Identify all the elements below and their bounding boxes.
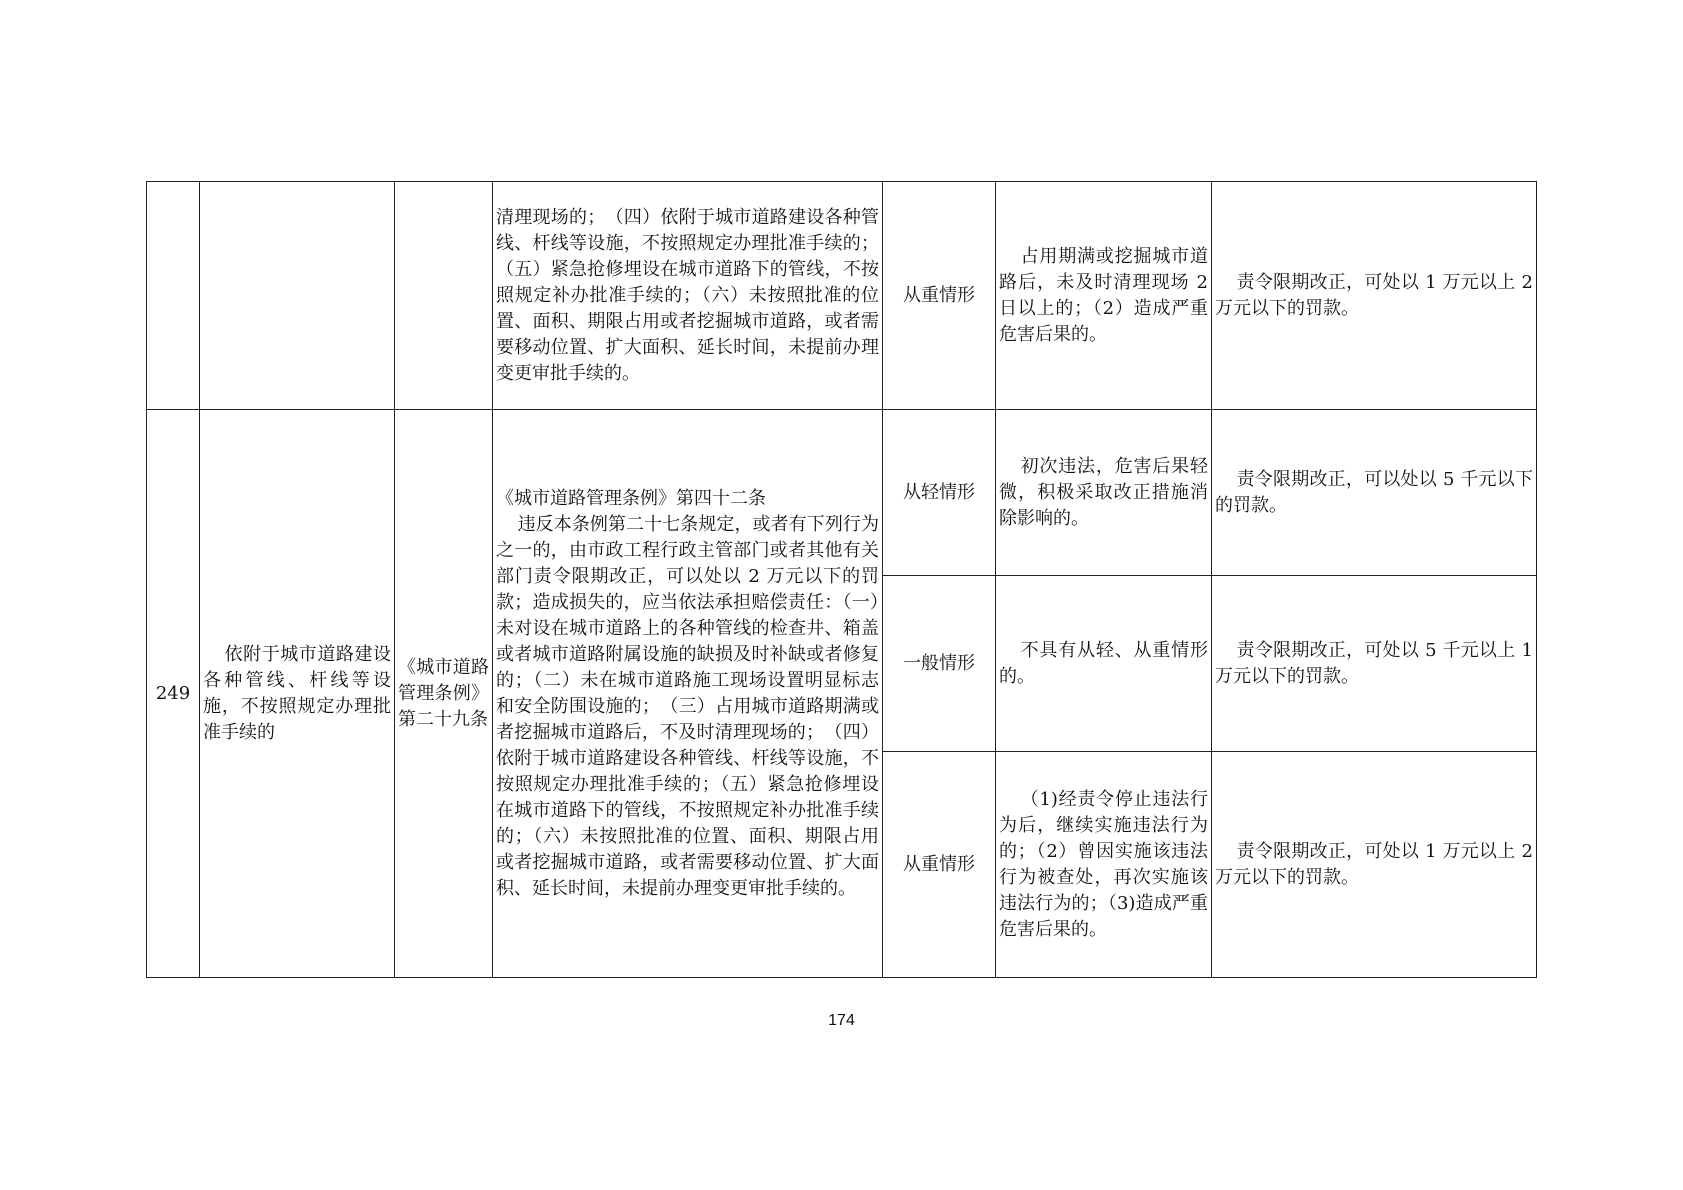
circumstance-condition-cell xyxy=(996,752,1212,978)
circumstance-condition-text: 初次违法，危害后果轻微，积极采取改正措施消除影响的。 xyxy=(999,455,1208,529)
circumstance-level-cell: 从轻情形 xyxy=(883,410,996,576)
circumstance-condition-text: 不具有从轻、从重情形的。 xyxy=(999,639,1208,687)
penalty-standard-text: 责令限期改正，可处以 1 万元以上 2 万元以下的罚款。 xyxy=(1215,840,1533,888)
circumstance-level-cell: 一般情形 xyxy=(883,576,996,752)
penalty-standard-cell xyxy=(1212,752,1537,978)
table-row xyxy=(147,182,1537,410)
penalty-standard-cell xyxy=(1212,182,1537,410)
penalty-basis-text: 清理现场的； （四）依附于城市道路建设各种管线、杆线等设施，不按照规定办理批准手续的；（五）紧急抢修埋设在城市道路下的管线，不按照规定补办批准手续的；（六）未按照批准的位置、面积、期限占用或者挖掘城市道路，或者需要移动位置、扩大面积、延长时间，未提前办理变更审批手续的。 xyxy=(496,206,879,384)
legal-basis-ref-cell xyxy=(395,182,493,410)
row-number-cell xyxy=(147,182,200,410)
penalty-basis-title: 《城市道路管理条例》第四十二条 xyxy=(496,487,766,509)
violation-item-cell xyxy=(200,182,395,410)
circumstance-level-cell: 从重情形 xyxy=(883,752,996,978)
violation-item-text: 依附于城市道路建设各种管线、杆线等设施，不按照规定办理批准手续的 xyxy=(203,643,391,743)
row-number-cell: 249 xyxy=(147,410,200,978)
circumstance-condition-cell xyxy=(996,182,1212,410)
table-row xyxy=(147,410,1537,576)
circumstance-condition-text: 占用期满或挖掘城市道路后，未及时清理现场 2 日以上的；（2）造成严重危害后果的。 xyxy=(999,245,1208,345)
penalty-basis-cell xyxy=(493,410,883,978)
penalty-table xyxy=(146,181,1537,978)
penalty-standard-text: 责令限期改正，可处以 1 万元以上 2 万元以下的罚款。 xyxy=(1215,271,1533,319)
circumstance-condition-cell xyxy=(996,576,1212,752)
page-number: 174 xyxy=(828,1012,855,1029)
circumstance-condition-text: （1)经责令停止违法行为后，继续实施违法行为的；（2）曾因实施该违法行为被查处，再次实施该违法行为的；（3)造成严重危害后果的。 xyxy=(999,788,1208,940)
legal-basis-ref-cell: 《城市道路管理条例》第二十九条 xyxy=(395,410,493,978)
penalty-standard-text: 责令限期改正，可以处以 5 千元以下的罚款。 xyxy=(1215,468,1533,516)
circumstance-condition-cell xyxy=(996,410,1212,576)
penalty-standard-cell xyxy=(1212,410,1537,576)
violation-item-cell xyxy=(200,410,395,978)
penalty-standard-cell xyxy=(1212,576,1537,752)
circumstance-level-cell: 从重情形 xyxy=(883,182,996,410)
penalty-basis-cell xyxy=(493,182,883,410)
penalty-basis-text: 违反本条例第二十七条规定，或者有下列行为之一的，由市政工程行政主管部门或者其他有关部门责令限期改正，可以处以 2 万元以下的罚款；造成损失的，应当依法承担赔偿责任：（一）未对设在城市道路上的各种管线的检查井、箱盖或者城市道路附属设施的缺损及时补缺或者修复的；（二）未在城市道路施工现场设置明显标志和安全防围设施的； （三）占用城市道路期满或者挖掘城市道路后，不及时清理现场的； （四）依附于城市道路建设各种管线、杆线等设施，不按照规定办理批准手续的；（五）紧急抢修埋设在城市道路下的管线，不按照规定补办批准手续的；（六）未按照批准的位置、面积、期限占用或者挖掘城市道路，或者需要移动位置、扩大面积、延长时间，未提前办理变更审批手续的。 xyxy=(496,513,879,899)
penalty-standard-text: 责令限期改正，可处以 5 千元以上 1 万元以下的罚款。 xyxy=(1215,639,1533,687)
